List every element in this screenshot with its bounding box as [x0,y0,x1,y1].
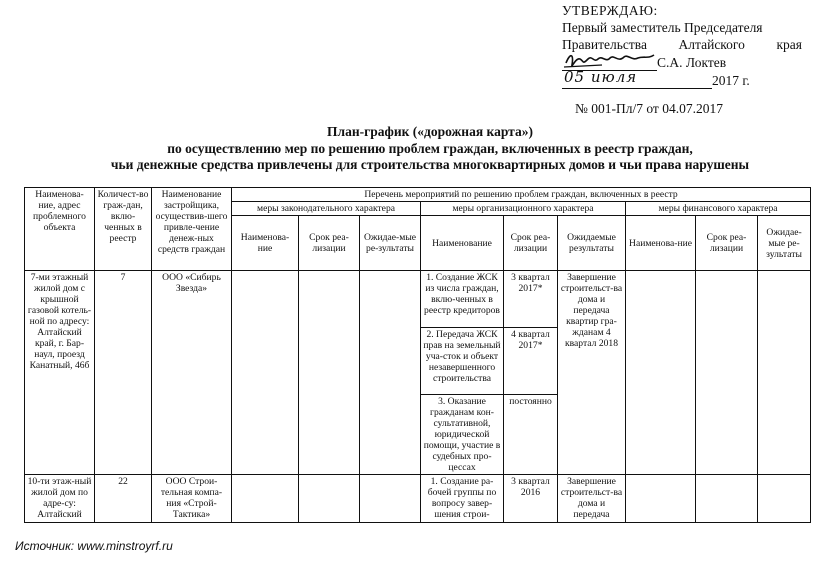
header-count: Количест-во граж-дан, вклю-ченных в реестр [95,188,152,271]
table-row [25,475,811,523]
developer-cell: ООО Строи-тельная компа-ния «Строй-Тактика» [152,475,232,523]
header-fin-name: Наименова-ние [626,216,696,271]
measure-name-cell: 1. Создание ра-бочей группы по вопросу завер-шения строи- [421,475,504,523]
leg-expected-cell [360,475,421,523]
measure-name-cell: 3. Оказание гражданам кон-сультативной, юридической помощи, участие в судебных про-цессах [421,395,504,475]
measure-name-cell: 2. Передача ЖСК прав на земельный уча-сток и объект незавершенного строительства [421,328,504,395]
developer-cell: ООО «Сибирь Звезда» [152,271,232,475]
document-number: № 001-Пл/7 от 04.07.2017 [575,101,723,116]
approval-position-2b: Алтайского [678,37,745,52]
header-fin-deadline: Срок реа-лизации [696,216,758,271]
fin-name-cell [626,271,696,475]
object-cell: 10-ти этаж-ный жилой дом по адре-су: Алтайский [25,475,95,523]
fin-name-cell [626,475,696,523]
header-object: Наименова-ние, адрес проблемного объекта [25,188,95,271]
header-leg-deadline: Срок реа-лизации [299,216,360,271]
fin-expected-cell [758,271,811,475]
source-caption: Источник: www.minstroyrf.ru [15,539,173,553]
header-measures: Перечень мероприятий по решению проблем граждан, включенных в реестр [232,188,811,202]
approval-position-2a: Правительства [562,37,647,52]
title-line-2: по осуществлению мер по решению проблем граждан, включенных в реестр граждан, [167,140,693,156]
header-org-deadline: Срок реа-лизации [504,216,558,271]
leg-name-cell [232,271,299,475]
header-fin-expected: Ожидае-мые ре-зультаты [758,216,811,271]
title-line-1: План-график («дорожная карта») [327,124,533,139]
leg-deadline-cell [299,475,360,523]
approval-date [562,68,802,89]
title-line-3: чьи денежные средства привлечены для строительства многоквартирных домов и чьи права нарушены [110,157,750,172]
measure-name-cell: 1. Создание ЖСК из числа граждан, вклю-ченных в реестр кредиторов [421,271,504,328]
count-cell: 7 [95,271,152,475]
measure-deadline-cell: 3 квартал 2016 [504,475,558,523]
approval-position-2c: края [776,37,802,52]
leg-name-cell [232,475,299,523]
table-row [25,271,811,328]
approval-heading: УТВЕРЖДАЮ: [562,3,658,18]
measure-deadline-cell: 4 квартал 2017* [504,328,558,395]
approver-name: С.А. Локтев [657,55,727,70]
expected-cell: Завершение строительст-ва дома и передача [558,475,626,523]
leg-expected-cell [360,271,421,475]
header-financial: меры финансового характера [626,202,811,216]
header-org-name: Наименование [421,216,504,271]
document-title [60,124,800,174]
object-cell: 7-ми этажный жилой дом с крышной газовой котель-ной по адресу: Алтайский край, г. Бар-наул, проезд Канатный, 46б [25,271,95,475]
fin-expected-cell [758,475,811,523]
approval-year: 2017 г. [712,73,750,88]
header-org-expected: Ожидаемые результаты [558,216,626,271]
fin-deadline-cell [696,475,758,523]
measure-deadline-cell: постоянно [504,395,558,475]
expected-cell: Завершение строительст-ва дома и передача квартир гра-жданам 4 квартал 2018 [558,271,626,475]
header-legislative: меры законодательного характера [232,202,421,216]
approval-block [562,2,802,89]
date-handwritten: 05 июля [562,71,712,89]
fin-deadline-cell [696,271,758,475]
count-cell: 22 [95,475,152,523]
header-organizational: меры организационного характера [421,202,626,216]
approval-position-1: Первый заместитель Председателя [562,20,763,35]
header-leg-expected: Ожидае-мые ре-зультаты [360,216,421,271]
header-leg-name: Наименова-ние [232,216,299,271]
header-developer: Наименование застройщика, осуществив-шего привле-чение денеж-ных средств граждан [152,188,232,271]
leg-deadline-cell [299,271,360,475]
plan-table [24,187,811,523]
measure-deadline-cell: 3 квартал 2017* [504,271,558,328]
